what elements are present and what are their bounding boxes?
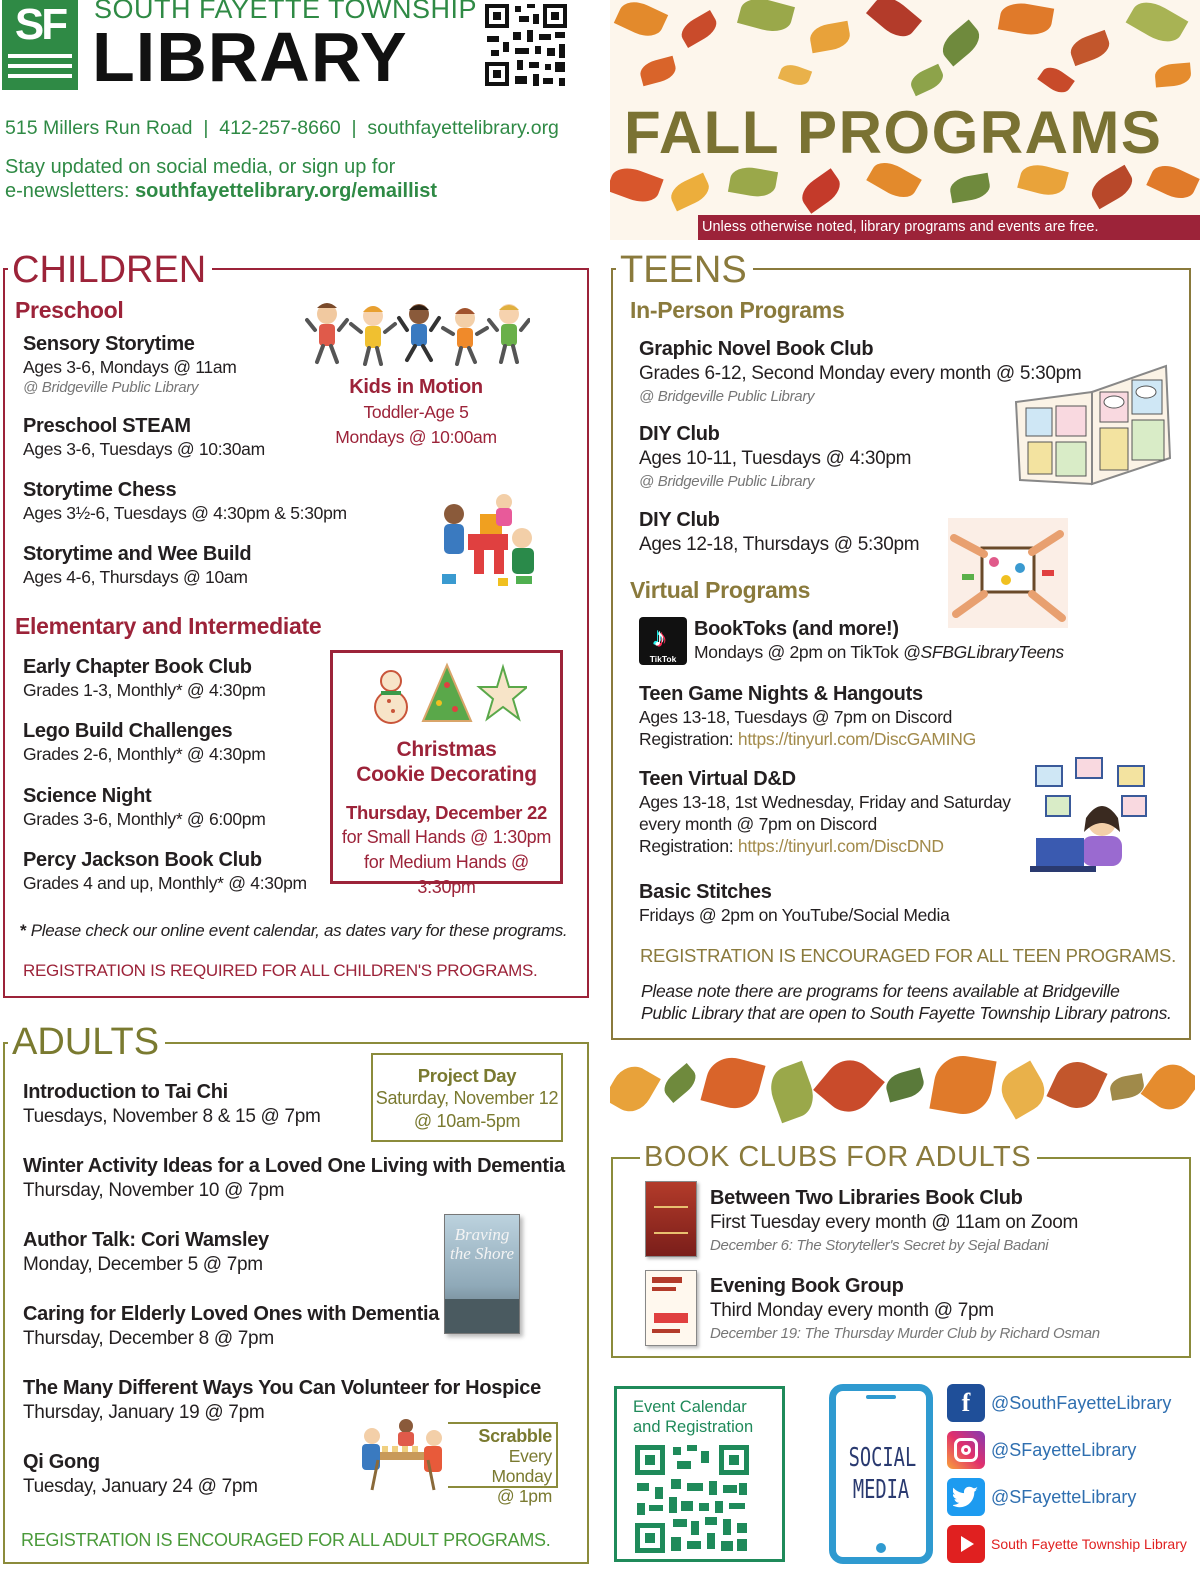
social-media-phone	[829, 1384, 933, 1564]
program-schedule: Fridays @ 2pm on YouTube/Social Media	[639, 905, 950, 925]
teens-heading: TEENS	[616, 250, 753, 290]
dancing-kids-illustration	[305, 300, 530, 370]
program-title: Science Night	[23, 785, 152, 807]
book-club-schedule: Third Monday every month @ 7pm	[710, 1300, 994, 1321]
program-title: Winter Activity Ideas for a Loved One Living with Dementia	[23, 1155, 565, 1177]
free-programs-note: Unless otherwise noted, library programs and events are free.	[698, 215, 1200, 240]
cookie-small-hands: for Small Hands @ 1:30pm	[341, 827, 552, 847]
program-schedule: Thursday, December 8 @ 7pm	[23, 1328, 274, 1349]
facebook-handle[interactable]: @SouthFayetteLibrary	[991, 1392, 1172, 1413]
event-calendar-qr-code[interactable]	[633, 1443, 751, 1555]
program-schedule: Grades 2-6, Monthly* @ 4:30pm	[23, 744, 266, 764]
program-schedule-line2: every month @ 7pm on Discord	[639, 814, 877, 834]
program-title: Caring for Elderly Loved Ones with Dementia	[23, 1303, 440, 1325]
kids-in-motion	[316, 374, 516, 450]
program-schedule	[694, 641, 1064, 663]
program-diy-club-2	[639, 508, 919, 558]
phone-text-line1: SOCIAL	[848, 1443, 917, 1473]
program-schedule: Ages 13-18, Tuesdays @ 7pm on Discord	[639, 707, 953, 727]
cookie-date: Thursday, December 22	[345, 802, 548, 823]
twitter-handle[interactable]: @SFayetteLibrary	[991, 1486, 1137, 1507]
program-schedule: Ages 3-6, Tuesdays @ 10:30am	[23, 439, 265, 459]
children-heading: CHILDREN	[8, 250, 212, 290]
youtube-row[interactable]	[947, 1524, 1187, 1564]
newsletter-prefix: e-newsletters:	[5, 180, 136, 202]
project-day-title: Project Day	[417, 1065, 517, 1086]
program-schedule: Grades 3-6, Monthly* @ 6:00pm	[23, 809, 266, 829]
program-schedule: Tuesday, January 24 @ 7pm	[23, 1476, 258, 1497]
comic-book-illustration	[1010, 362, 1175, 487]
sf-logo	[2, 0, 78, 90]
program-hospice-volunteer	[23, 1376, 541, 1426]
library-name-line2: LIBRARY	[92, 18, 408, 96]
social-signup-line1: Stay updated on social media, or sign up for	[5, 156, 396, 178]
program-winter-activity	[23, 1154, 565, 1204]
program-author-talk	[23, 1228, 269, 1278]
social-signup-line2	[5, 179, 437, 203]
program-wee-build	[23, 542, 251, 588]
program-title: Storytime Chess	[23, 479, 177, 501]
project-day-box	[371, 1053, 563, 1142]
registration-label: Registration:	[639, 729, 738, 749]
discgaming-link[interactable]: https://tinyurl.com/DiscGAMING	[737, 729, 976, 749]
program-title: Teen Game Nights & Hangouts	[639, 683, 923, 705]
program-schedule: Thursday, November 10 @ 7pm	[23, 1180, 285, 1201]
youtube-icon	[947, 1525, 985, 1563]
virtual-heading: Virtual Programs	[630, 577, 811, 603]
kids-in-motion-title: Kids in Motion	[349, 376, 483, 398]
fall-programs-title: FALL PROGRAMS	[624, 99, 1163, 166]
program-schedule: Grades 6-12, Second Monday every month @ 5:30pm	[639, 363, 1082, 384]
youtube-handle[interactable]: South Fayette Township Library	[991, 1536, 1187, 1552]
program-title: Basic Stitches	[639, 881, 772, 903]
library-name-line1: SOUTH FAYETTE TOWNSHIP	[94, 0, 478, 24]
cookie-title-line1: Christmas	[396, 738, 497, 761]
program-lego-build	[23, 719, 266, 765]
program-title: Author Talk: Cori Wamsley	[23, 1229, 269, 1251]
leaves-divider	[610, 1052, 1195, 1128]
children-footnote	[20, 920, 567, 942]
program-title: Teen Virtual D&D	[639, 768, 796, 790]
project-day-time: @ 10am-5pm	[413, 1111, 521, 1131]
scrabble-box	[448, 1422, 558, 1506]
email-list-link[interactable]: southfayettelibrary.org/emaillist	[135, 180, 437, 202]
program-science-night	[23, 784, 266, 830]
program-sensory-storytime	[23, 332, 237, 397]
program-schedule: Grades 4 and up, Monthly* @ 4:30pm	[23, 873, 307, 893]
program-tai-chi	[23, 1080, 321, 1130]
preschool-heading: Preschool	[15, 297, 124, 323]
program-early-chapter	[23, 655, 266, 701]
program-title: BookToks (and more!)	[694, 618, 899, 640]
scrabble-day: Every Monday	[491, 1446, 552, 1486]
book-club-pick: December 19: The Thursday Murder Club by Richard Osman	[710, 1325, 1100, 1342]
event-calendar-line1: Event Calendar	[633, 1398, 747, 1416]
program-schedule: Monday, December 5 @ 7pm	[23, 1254, 263, 1275]
kids-in-motion-ages: Toddler-Age 5	[363, 402, 469, 422]
program-title: Sensory Storytime	[23, 333, 195, 355]
header-qr-code[interactable]	[483, 2, 569, 88]
program-title: DIY Club	[639, 509, 720, 531]
diy-craft-illustration	[948, 518, 1068, 628]
program-registration	[639, 835, 1011, 857]
cookie-illustration	[367, 661, 527, 729]
instagram-icon	[947, 1431, 985, 1469]
sf-logo-mark: SF	[14, 0, 66, 49]
facebook-icon: f	[947, 1384, 985, 1422]
program-title: Qi Gong	[23, 1451, 100, 1473]
kids-in-motion-schedule: Mondays @ 10:00am	[335, 427, 497, 447]
registration-label: Registration:	[639, 836, 738, 856]
scrabble-time: @ 1pm	[496, 1486, 552, 1506]
program-schedule: Ages 3-6, Mondays @ 11am	[23, 357, 237, 377]
instagram-handle[interactable]: @SFayetteLibrary	[991, 1439, 1137, 1460]
book-clubs-heading: BOOK CLUBS FOR ADULTS	[640, 1140, 1037, 1174]
program-schedule: Ages 3½-6, Tuesdays @ 4:30pm & 5:30pm	[23, 503, 347, 523]
teens-note-line1: Please note there are programs for teens available at Bridgeville	[641, 981, 1120, 1001]
instagram-row[interactable]	[947, 1430, 1136, 1470]
tiktok-icon: ♪ TikTok	[639, 617, 687, 665]
book-club-title: Between Two Libraries Book Club	[710, 1187, 1023, 1209]
program-preschool-steam	[23, 414, 265, 460]
twitter-row[interactable]	[947, 1477, 1136, 1517]
teens-registration: REGISTRATION IS ENCOURAGED FOR ALL TEEN PROGRAMS.	[640, 945, 1176, 966]
program-schedule: Thursday, January 19 @ 7pm	[23, 1402, 265, 1423]
elementary-heading: Elementary and Intermediate	[15, 613, 322, 639]
book-club-schedule: First Tuesday every month @ 11am on Zoom	[710, 1212, 1079, 1233]
program-schedule: Grades 1-3, Monthly* @ 4:30pm	[23, 680, 266, 700]
cookie-medium-hands: for Medium Hands @ 3:30pm	[364, 852, 529, 897]
program-schedule: Ages 12-18, Thursdays @ 5:30pm	[639, 534, 920, 555]
inperson-heading: In-Person Programs	[630, 297, 845, 323]
scrabble-title: Scrabble	[478, 1426, 552, 1446]
program-title: Early Chapter Book Club	[23, 656, 252, 678]
discdnd-link[interactable]: https://tinyurl.com/DiscDND	[737, 836, 944, 856]
program-game-nights	[639, 682, 976, 750]
book-cover-thursday-murder-club	[645, 1270, 697, 1346]
tiktok-handle[interactable]: @SFBGLibraryTeens	[903, 642, 1064, 662]
program-basic-stitches	[639, 880, 950, 926]
twitter-icon	[947, 1478, 985, 1516]
book-club-evening-group	[710, 1274, 1100, 1343]
program-virtual-dnd	[639, 767, 1011, 857]
program-percy-jackson	[23, 848, 307, 894]
program-title: Preschool STEAM	[23, 415, 191, 437]
tiktok-label: TikTok	[649, 654, 677, 664]
book-club-title: Evening Book Group	[710, 1275, 904, 1297]
program-schedule-line1: Ages 13-18, 1st Wednesday, Friday and Saturday	[639, 792, 1011, 812]
children-registration: REGISTRATION IS REQUIRED FOR ALL CHILDREN'S PROGRAMS.	[23, 961, 538, 980]
event-calendar-box[interactable]	[614, 1386, 785, 1562]
book-club-pick: December 6: The Storyteller's Secret by Sejal Badani	[710, 1237, 1049, 1254]
book-club-between-two-libraries	[710, 1186, 1078, 1255]
contact-line: 515 Millers Run Road | 412-257-8660 | southfayettelibrary.org	[5, 117, 559, 139]
adults-heading: ADULTS	[8, 1022, 165, 1062]
teens-note-line2: Public Library that are open to South Fayette Township Library patrons.	[641, 1003, 1172, 1023]
program-qi-gong	[23, 1450, 258, 1500]
program-title: DIY Club	[639, 423, 720, 445]
footnote-star: *	[20, 921, 27, 940]
program-title: Lego Build Challenges	[23, 720, 233, 742]
program-storytime-chess	[23, 478, 347, 524]
cookie-title-line2: Cookie Decorating	[356, 763, 537, 786]
book-cover-title: Braving the Shore	[449, 1225, 515, 1263]
program-title: The Many Different Ways You Can Volunteer for Hospice	[23, 1377, 541, 1399]
program-caring-elderly	[23, 1302, 439, 1352]
adults-registration: REGISTRATION IS ENCOURAGED FOR ALL ADULT PROGRAMS.	[21, 1530, 551, 1550]
footnote-text: Please check our online event calendar, as dates vary for these programs.	[30, 921, 568, 940]
program-title: Storytime and Wee Build	[23, 543, 252, 565]
program-title: Graphic Novel Book Club	[639, 338, 874, 360]
program-location: @ Bridgeville Public Library	[23, 379, 199, 396]
program-title: Percy Jackson Book Club	[23, 849, 262, 871]
cookie-decorating-box	[330, 650, 563, 897]
book-cover-braving-the-shore	[444, 1214, 520, 1334]
program-schedule: Tuesdays, November 8 & 15 @ 7pm	[23, 1106, 321, 1127]
program-registration	[639, 728, 976, 750]
event-calendar-line2: and Registration	[633, 1418, 754, 1436]
video-call-illustration	[1030, 756, 1150, 876]
program-location: @ Bridgeville Public Library	[639, 473, 815, 490]
building-blocks-illustration	[438, 494, 548, 590]
program-location: @ Bridgeville Public Library	[639, 388, 815, 405]
fall-banner	[610, 0, 1200, 240]
scrabble-players-illustration	[358, 1416, 448, 1494]
facebook-row[interactable]	[947, 1383, 1171, 1423]
booktoks-schedule: Mondays @ 2pm on TikTok	[694, 642, 903, 662]
program-schedule: Ages 10-11, Tuesdays @ 4:30pm	[639, 448, 912, 469]
program-schedule: Ages 4-6, Thursdays @ 10am	[23, 567, 248, 587]
phone-text-line2: MEDIA	[852, 1475, 910, 1505]
project-day-date: Saturday, November 12	[375, 1088, 559, 1108]
program-diy-club-1	[639, 422, 911, 491]
program-title: Introduction to Tai Chi	[23, 1081, 228, 1103]
book-cover-storytellers-secret	[645, 1181, 697, 1257]
program-booktoks	[694, 617, 1064, 663]
